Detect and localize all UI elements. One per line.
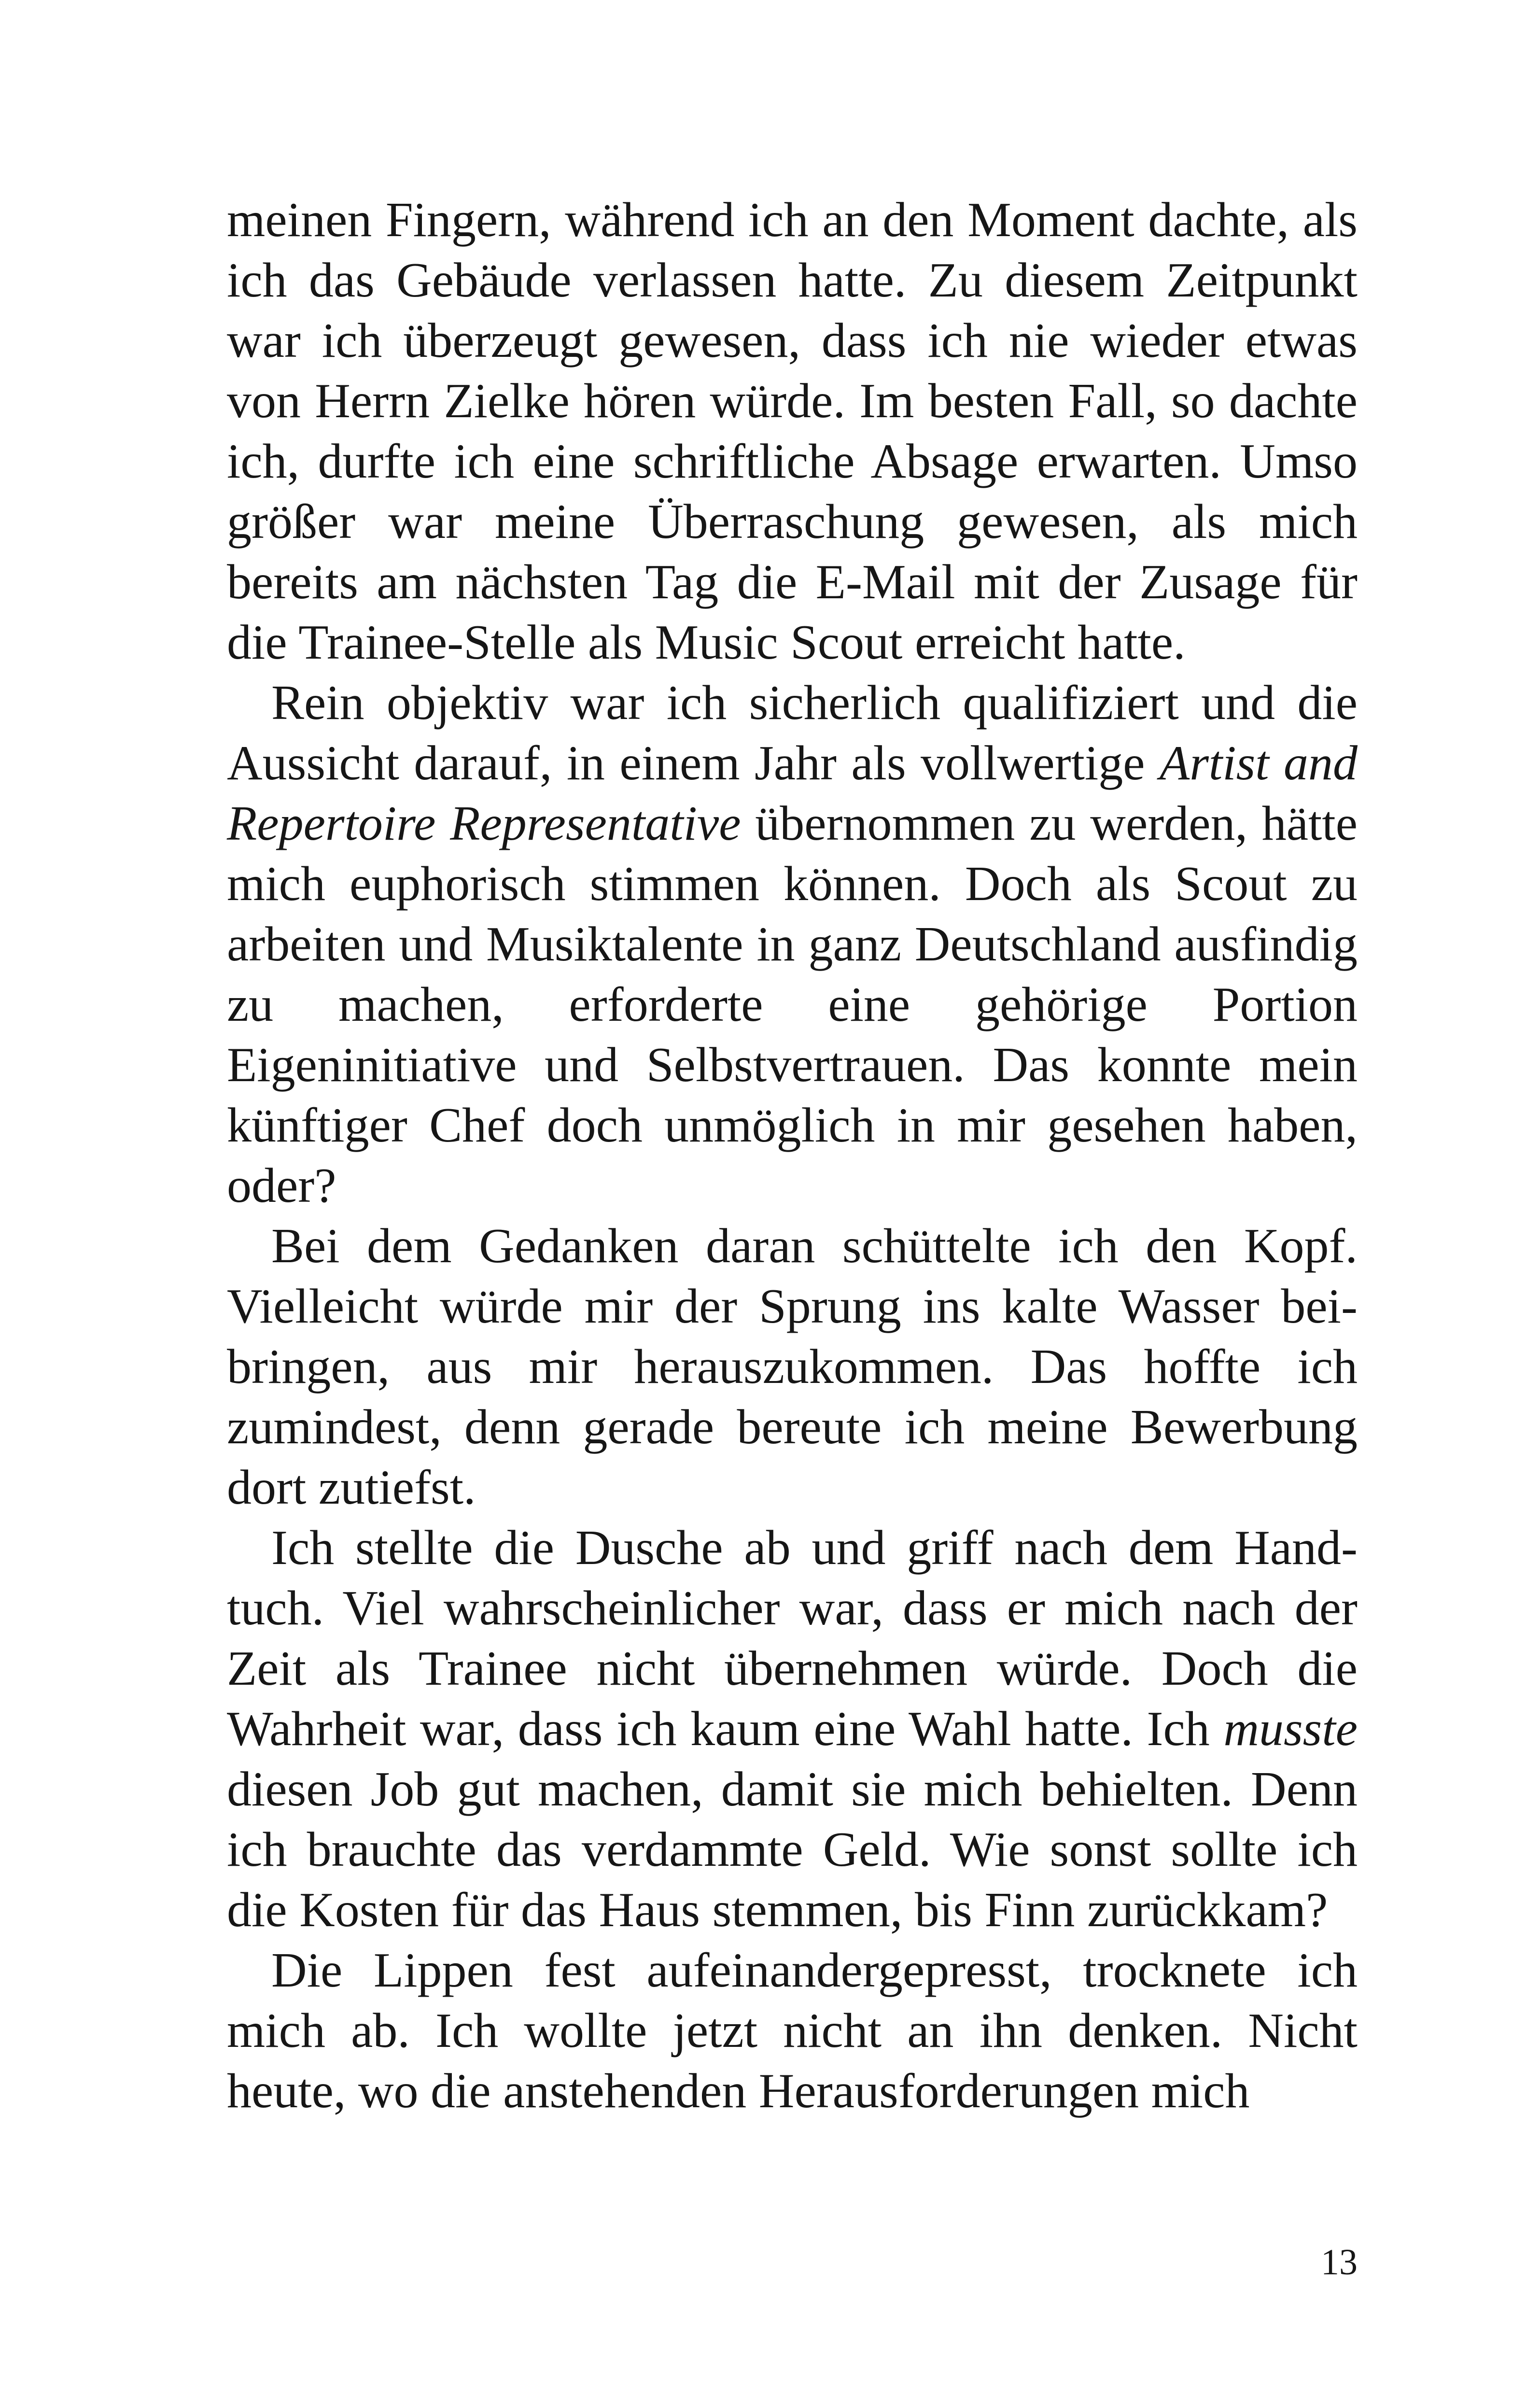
- page-number: 13: [1321, 2242, 1358, 2283]
- paragraph-2: [227, 673, 1358, 1216]
- paragraph-5-text: Die Lippen fest aufeinandergepresst, trocknete ich mich ab. Ich wollte jetzt nicht an ihn denken. Nicht heute, wo die anstehenden Herausforderungen mich: [227, 1943, 1358, 2118]
- paragraph-4-text-b: diesen Job gut machen, damit sie mich behielten. Denn ich brauchte das verdammte Geld. Wie sonst sollte ich die Kosten für das Haus stemmen, bis Finn zurückkam?: [227, 1762, 1358, 1937]
- paragraph-3-text: Bei dem Gedanken daran schüttelte ich den Kopf. Vielleicht würde mir der Sprung ins kalte Wasser beibringen, aus mir herauszukommen. Das hoffte ich zumindest, denn gerade bereute ich meine Bewerbung dort zutiefst.: [227, 1219, 1358, 1515]
- paragraph-3: [227, 1216, 1358, 1518]
- paragraph-1-text: meinen Fingern, während ich an den Moment dachte, als ich das Gebäude verlassen hatte. Zu diesem Zeitpunkt war ich überzeugt gewesen, dass ich nie wieder etwas von Herrn Zielke hören würde. Im besten Fall, so dachte ich, durfte ich eine schriftliche Absage erwarten. Umso größer war meine Überraschung gewesen, als mich bereits am nächsten Tag die E-Mail mit der Zusage für die Trainee-Stelle als Music Scout erreicht hatte.: [227, 193, 1358, 670]
- paragraph-4-text-a: Ich stellte die Dusche ab und griff nach dem Handtuch. Viel wahrscheinlicher war, dass er mich nach der Zeit als Trainee nicht übernehmen würde. Doch die Wahrheit war, dass ich kaum eine Wahl hatte. Ich: [227, 1521, 1358, 1756]
- italic-job-title: Artist and Repertoire Representative: [227, 736, 1358, 851]
- paragraph-4: [227, 1518, 1358, 1940]
- paragraph-1: [227, 190, 1358, 673]
- body-text: [227, 190, 1358, 2121]
- paragraph-2-text-b: übernommen zu werden, hätte mich euphorisch stimmen können. Doch als Scout zu arbeiten und Musiktalente in ganz Deutschland ausfindig zu machen, erforderte eine gehörige Portion Eigeninitiative und Selbstvertrauen. Das konnte mein künftiger Chef doch unmöglich in mir gesehen haben, oder?: [227, 796, 1358, 1213]
- paragraph-5: [227, 1940, 1358, 2121]
- italic-emphasis-musste: musste: [1223, 1702, 1358, 1756]
- paragraph-2-text-a: Rein objektiv war ich sicherlich qualifiziert und die Aussicht darauf, in einem Jahr als vollwertige: [227, 676, 1358, 790]
